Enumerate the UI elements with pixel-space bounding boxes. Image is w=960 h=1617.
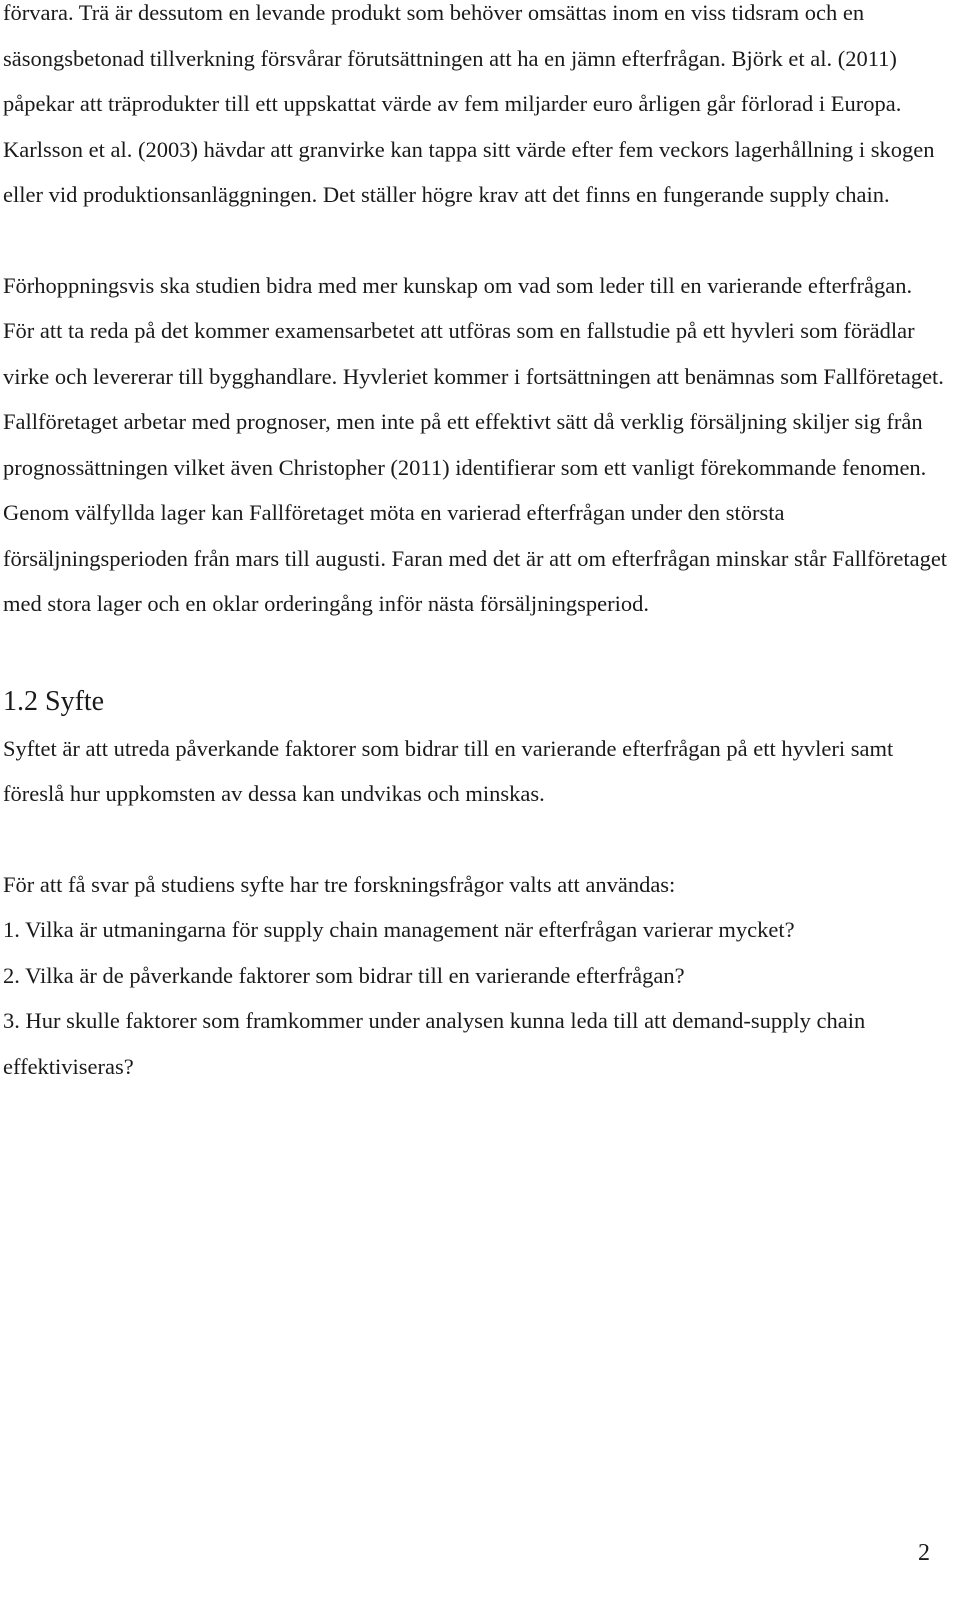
body-paragraph-1: förvara. Trä är dessutom en levande produkt som behöver omsättas inom en viss tidsram och en säsongsbetonad tillverkning försvårar förutsättningen att ha en jämn efterfrågan. Björk et al. (2011) påpekar att träprodukter till ett uppskattat värde av fem miljarder euro årligen går förlorad i Europa. Karlsson et al. (2003) hävdar att granvirke kan tappa sitt värde efter fem veckors lagerhållning i skogen eller vid produktionsanläggningen. Det ställer högre krav att det finns en fungerande supply chain.	[3, 0, 935, 207]
body-paragraph-2: Förhoppningsvis ska studien bidra med mer kunskap om vad som leder till en varierande efterfrågan. För att ta reda på det kommer examensarbetet att utföras som en fallstudie på ett hyvleri som förädlar virke och levererar till bygghandlare. Hyvleriet kommer i fortsättningen att benämnas som Fallföretaget. Fallföretaget arbetar med prognoser, men inte på ett effektivt sätt då verklig försäljning skiljer sig från prognossättningen vilket även Christopher (2011) identifierar som ett vanligt förekommande fenomen. Genom välfyllda lager kan Fallföretaget möta en varierad efterfrågan under den största försäljningsperioden från mars till augusti. Faran med det är att om efterfrågan minskar står Fallföretaget med stora lager och en oklar orderingång inför nästa försäljningsperiod.	[3, 272, 948, 616]
document-page	[3, 0, 948, 1089]
purpose-paragraph: Syftet är att utreda påverkande faktorer som bidrar till en varierande efterfrågan på ett hyvleri samt föreslå hur uppkomsten av dessa kan undvikas och minskas.	[3, 735, 894, 806]
section-heading: 1.2 Syfte	[3, 685, 105, 717]
research-question-1: 1. Vilka är utmaningarna för supply chain management när efterfrågan varierar mycket?	[3, 917, 795, 942]
research-question-2: 2. Vilka är de påverkande faktorer som bidrar till en varierande efterfrågan?	[3, 962, 685, 988]
research-questions-intro: För att få svar på studiens syfte har tre forskningsfrågor valts att användas:	[3, 871, 676, 897]
page-number: 2	[918, 1540, 930, 1566]
research-question-3: 3. Hur skulle faktorer som framkommer under analysen kunna leda till att demand-supply chain effektiviseras?	[3, 1008, 866, 1079]
